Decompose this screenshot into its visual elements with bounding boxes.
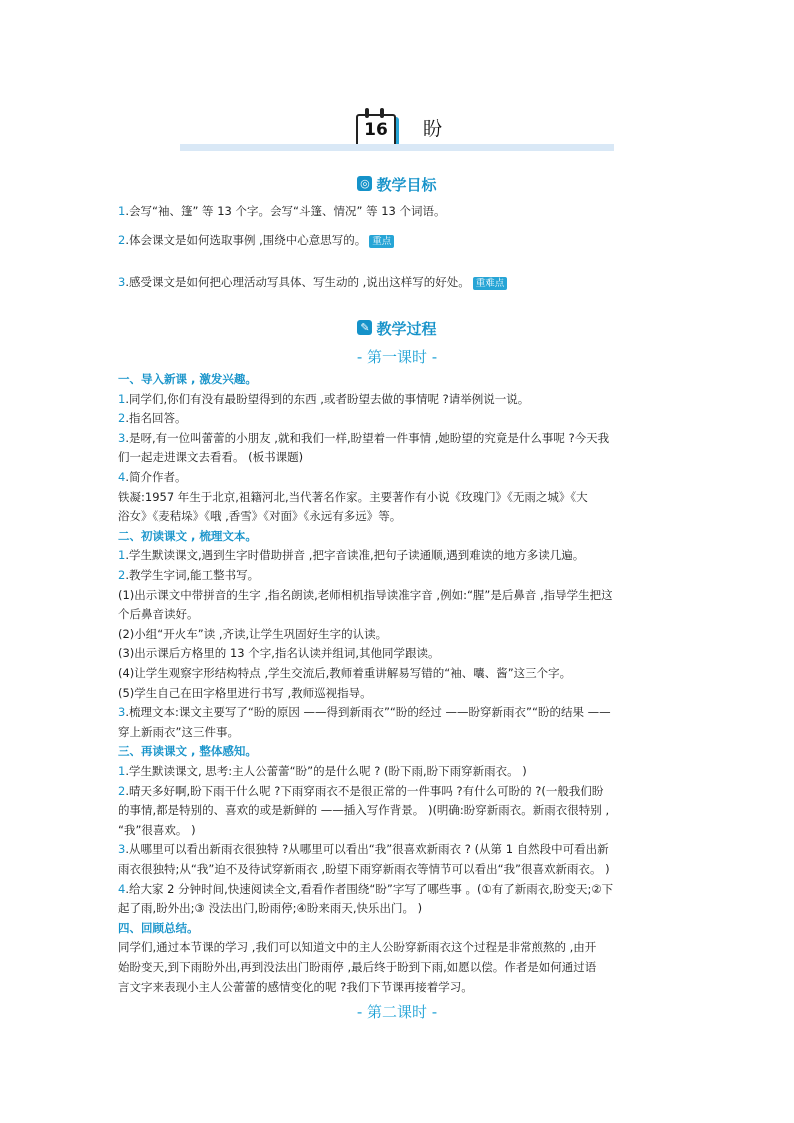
line-text: 始盼变天,到下雨盼外出,再到没法出门盼雨停 ,最后终于盼到下雨,如愿以偿。作者是如何通过语: [118, 960, 597, 974]
step-heading: 二、初读课文 , 梳理文本。: [118, 529, 257, 543]
line-text: .是呀,有一位叫蕾蕾的小朋友 ,就和我们一样,盼望着一件事情 ,她盼望的究竟是什么事呢 ?今天我: [125, 431, 610, 445]
header-rule: [180, 144, 614, 151]
text-line: [118, 764, 678, 778]
line-text: .学生默读课文, 思考:主人公蕾蕾“盼”的是什么呢 ? (盼下雨,盼下雨穿新雨衣。 ): [125, 764, 527, 778]
item-number: 3: [118, 705, 126, 719]
text-line: [118, 725, 678, 739]
step-heading: 三、再读课文 , 整体感知。: [118, 744, 257, 758]
text-line: [118, 646, 678, 660]
line-text: (5)学生自己在田字格里进行书写 ,教师巡视指导。: [118, 686, 372, 700]
lesson-header: [180, 104, 614, 154]
item-number: 1: [118, 548, 126, 562]
line-text: .同学们,你们有没有最盼望得到的东西 ,或者盼望去做的事情呢 ?请举例说一说。: [125, 392, 530, 406]
line-text: 同学们,通过本节课的学习 ,我们可以知道文中的主人公盼穿新雨衣这个过程是非常煎熬的 ,由开: [118, 940, 597, 954]
text-line: [118, 666, 678, 680]
item-number: 3: [118, 431, 126, 445]
item-number: 2: [118, 411, 126, 425]
line-text: 们一起走进课文去看看。 (板书课题): [118, 450, 304, 464]
item-number: 2: [118, 233, 126, 247]
item-number: 1: [118, 204, 126, 218]
text-line: [118, 392, 678, 406]
text-line: [118, 548, 678, 562]
line-text: 穿上新雨衣”这三件事。: [118, 725, 239, 739]
line-text: .从哪里可以看出新雨衣很独特 ?从哪里可以看出“我”很喜欢新雨衣 ? (从第 1 自然段中可看出新: [125, 842, 609, 856]
text-line: [118, 842, 678, 856]
line-text: 浴女》《麦秸垛》《哦 ,香雪》《对面》《永远有多远》等。: [118, 509, 402, 523]
line-text: (3)出示课后方格里的 13 个字,指名认读并组词,其他同学跟读。: [118, 646, 440, 660]
line-text: .感受课文是如何把心理活动写具体、写生动的 ,说出这样写的好处。: [125, 275, 470, 289]
text-line: [118, 882, 678, 896]
line-text: “我”很喜欢。 ): [118, 823, 196, 837]
line-text: (4)让学生观察字形结构特点 ,学生交流后,教师着重讲解易写错的“袖、囔、酱”这三个字。: [118, 666, 572, 680]
text-line: [118, 686, 678, 700]
lesson-number: 16: [364, 120, 388, 140]
item-number: 1: [118, 764, 126, 778]
text-line: [118, 275, 678, 290]
process-section-title: ✎ 教学过程: [0, 318, 794, 339]
item-number: 2: [118, 568, 126, 582]
text-line: [118, 627, 678, 641]
text-line: [118, 803, 678, 817]
text-line: [118, 233, 678, 248]
line-text: .晴天多好啊,盼下雨干什么呢 ?下雨穿雨衣不是很正常的一件事吗 ?有什么可盼的 ?(一般我们盼: [125, 784, 604, 798]
item-number: 3: [118, 842, 126, 856]
text-line: [118, 450, 678, 464]
item-number: 2: [118, 784, 126, 798]
line-text: 起了雨,盼外出;③ 没法出门,盼雨停;④盼来雨天,快乐出门。 ): [118, 901, 423, 915]
goals-section-title: ◎ 教学目标: [0, 174, 794, 195]
text-line: [118, 470, 678, 484]
line-text: 雨衣很独特;从“我”迫不及待试穿新雨衣 ,盼望下雨穿新雨衣等情节可以看出“我”很喜欢新雨衣。 ): [118, 862, 610, 876]
line-text: .梳理文本:课文主要写了“盼的原因 ——得到新雨衣”“盼的经过 ——盼穿新雨衣”“盼的结果 ——: [125, 705, 611, 719]
text-line: [118, 940, 678, 954]
text-line: [118, 568, 678, 582]
emphasis-tag: 重难点: [473, 277, 508, 290]
text-line: [118, 823, 678, 837]
line-text: 的事情,都是特别的、喜欢的或是新鲜的 ——插入写作背景。 )(明确:盼穿新雨衣。新雨衣很特别 ,: [118, 803, 610, 817]
text-line: [118, 901, 678, 915]
lesson-title: 盼: [423, 118, 443, 140]
period-title-2: - 第二课时 -: [356, 1003, 438, 1021]
item-number: 4: [118, 882, 126, 896]
pencil-icon: ✎: [357, 320, 372, 335]
emphasis-tag: 重点: [369, 235, 394, 248]
line-text: .教学生字词,能工整书写。: [125, 568, 260, 582]
text-line: [118, 588, 678, 602]
line-text: (2)小组“开火车”读 ,齐读,让学生巩固好生字的认读。: [118, 627, 388, 641]
text-line: [118, 607, 678, 621]
text-line: [118, 980, 678, 994]
text-line: [118, 862, 678, 876]
step-heading: 一、导入新课 , 激发兴趣。: [118, 372, 257, 386]
text-line: [118, 960, 678, 974]
line-text: (1)出示课文中带拼音的生字 ,指名朗读,老师相机指导读准字音 ,例如:“腥”是后鼻音 ,指导学生把这: [118, 588, 613, 602]
text-line: [118, 490, 678, 504]
text-line: [118, 705, 678, 719]
step-heading: 四、回顾总结。: [118, 921, 199, 935]
line-text: .会写“袖、篷” 等 13 个字。会写“斗篷、情况” 等 13 个词语。: [125, 204, 446, 218]
line-text: 言文字来表现小主人公蕾蕾的感情变化的呢 ?我们下节课再接着学习。: [118, 980, 473, 994]
line-text: .学生默读课文,遇到生字时借助拼音 ,把字音读准,把句子读通顺,遇到难读的地方多读几遍。: [125, 548, 585, 562]
period-title-1: - 第一课时 -: [356, 348, 438, 366]
line-text: 铁凝:1957 年生于北京,祖籍河北,当代著名作家。主要著作有小说《玫瑰门》《无雨之城》《大: [118, 490, 588, 504]
line-text: .体会课文是如何选取事例 ,围绕中心意思写的。: [125, 233, 367, 247]
text-line: [118, 509, 678, 523]
item-number: 3: [118, 275, 126, 289]
line-text: .给大家 2 分钟时间,快速阅读全文,看看作者围绕“盼”字写了哪些事 。(①有了新雨衣,盼变天;②下: [125, 882, 614, 896]
line-text: .指名回答。: [125, 411, 187, 425]
text-line: [118, 411, 678, 425]
target-icon: ◎: [357, 176, 372, 191]
line-text: 个后鼻音读好。: [118, 607, 199, 621]
text-line: [118, 784, 678, 798]
item-number: 4: [118, 470, 126, 484]
text-line: [118, 431, 678, 445]
item-number: 1: [118, 392, 126, 406]
calendar-icon: [356, 108, 394, 146]
line-text: .简介作者。: [125, 470, 187, 484]
text-line: [118, 204, 678, 218]
